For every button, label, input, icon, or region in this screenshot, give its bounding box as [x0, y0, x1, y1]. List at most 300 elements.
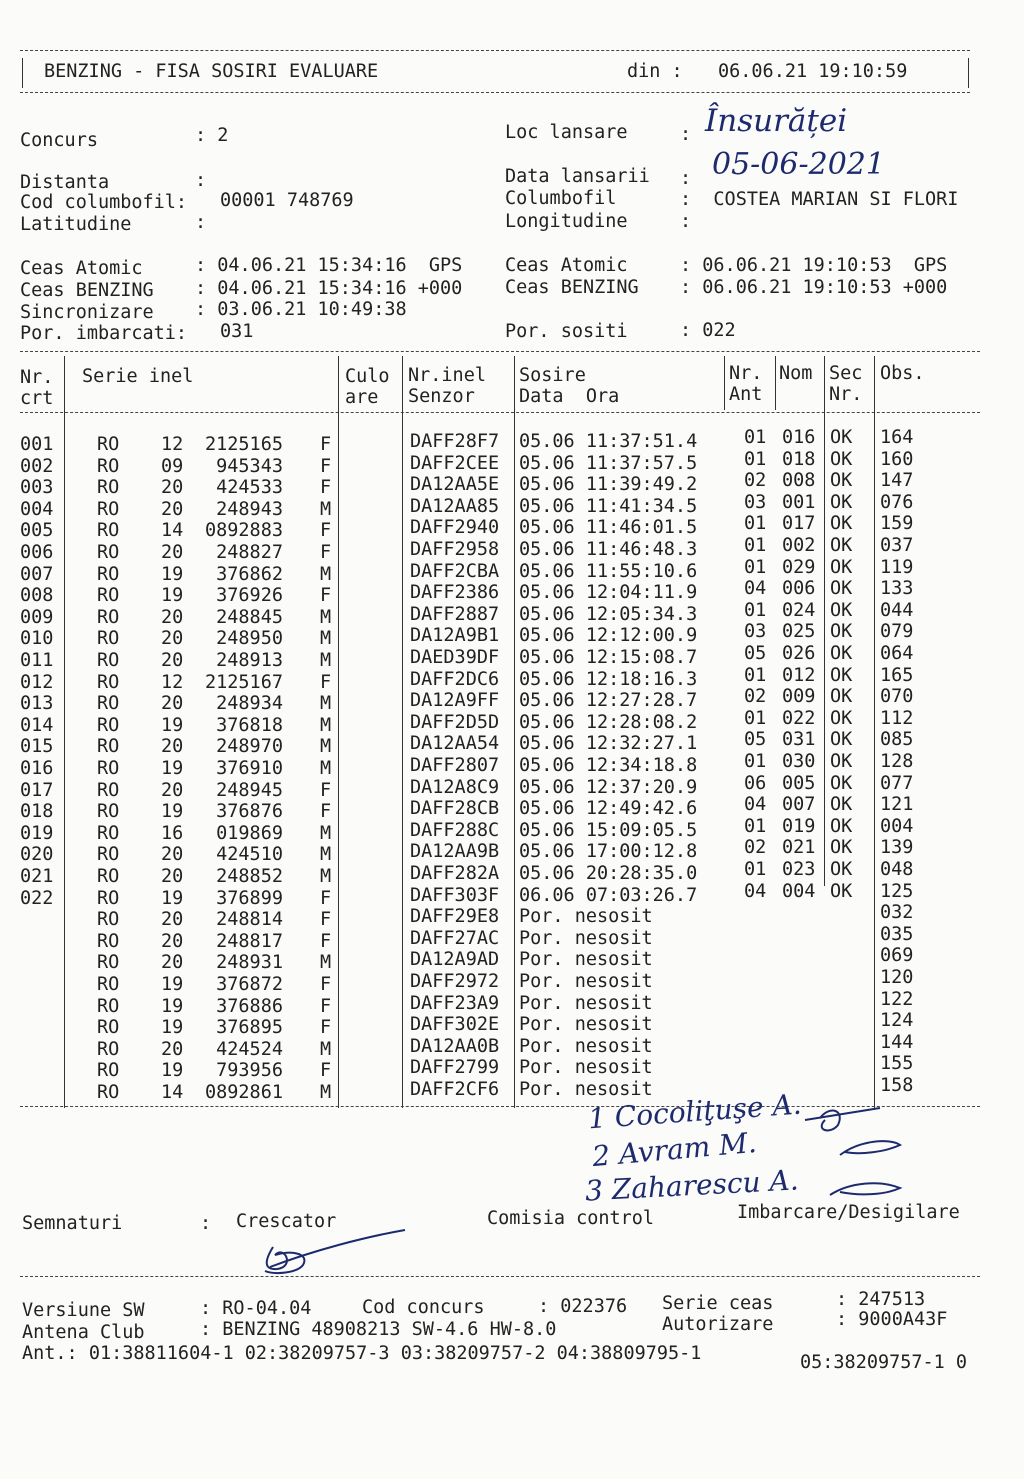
row-sex: M — [320, 606, 332, 628]
row-sex: M — [320, 498, 332, 520]
row-obs: 064 — [880, 643, 914, 664]
row-arrival: 05.06 11:37:57.5 — [519, 452, 698, 474]
semnaturi-colon: : — [200, 1213, 212, 1234]
row-sec: OK — [830, 491, 853, 513]
data-lansarii-handwritten: 05-06-2021 — [712, 147, 885, 182]
row-obs: 164 — [880, 427, 914, 448]
latitudine-label: Latitudine — [20, 214, 132, 235]
row-obs: 037 — [880, 535, 914, 556]
row-country: RO — [97, 693, 120, 715]
row-sensor: DAFF2958 — [410, 539, 500, 560]
row-sensor: DAFF282A — [410, 863, 500, 884]
table-row — [0, 815, 1024, 844]
table-row — [0, 448, 1024, 477]
imbarcati-label: Por. imbarcati: — [20, 323, 188, 344]
cod-concurs-value: : 022376 — [538, 1296, 628, 1317]
row-sensor: DA12A9FF — [410, 690, 500, 712]
row-nr: 003 — [20, 477, 54, 499]
distanta-label: Distanta — [20, 172, 110, 193]
row-sex: M — [320, 866, 332, 887]
row-country: RO — [97, 974, 120, 995]
row-country: RO — [97, 866, 120, 887]
latitudine-value: : — [195, 212, 207, 233]
row-sex: F — [320, 434, 332, 455]
table-row — [0, 859, 1024, 887]
sositi-label: Por. sositi — [505, 321, 628, 342]
row-country: RO — [97, 995, 120, 1017]
row-obs: 119 — [880, 556, 914, 578]
row-sensor: DAFF2CEE — [410, 452, 500, 474]
row-sec: OK — [830, 470, 853, 492]
row-nr: 021 — [20, 866, 54, 887]
row-sensor: DAFF2972 — [410, 971, 500, 992]
row-ring: 248817 — [205, 930, 283, 952]
row-obs: 133 — [880, 578, 914, 600]
row-sensor: DAFF2CF6 — [410, 1079, 500, 1100]
row-country: RO — [97, 520, 120, 542]
longitudine-value: : — [680, 211, 692, 232]
col-serie-header: Serie inel — [82, 366, 194, 387]
committee-member-1: 1 Cocoliţuşe A. — [587, 1087, 803, 1136]
row-sec: OK — [830, 535, 853, 556]
row-sex: F — [320, 455, 332, 477]
header-left-border — [22, 58, 23, 88]
row-country: RO — [97, 1060, 120, 1082]
ceas-atomic-start: : 04.06.21 15:34:16 GPS — [195, 255, 463, 276]
row-sex: M — [320, 1038, 332, 1060]
row-sex: M — [320, 628, 332, 650]
col-sep-5 — [724, 356, 725, 410]
row-sex: F — [320, 909, 332, 931]
row-year: 20 — [161, 1038, 184, 1060]
row-year: 19 — [161, 1017, 184, 1039]
ceas-atomic-end: : 06.06.21 19:10:53 GPS — [680, 255, 948, 276]
cod-columbofil-label: Cod columbofil: — [20, 192, 188, 213]
serie-ceas-label: Serie ceas — [662, 1293, 774, 1314]
row-year: 20 — [161, 693, 184, 715]
row-antenna: 05 — [744, 643, 767, 664]
semnaturi-label: Semnaturi — [22, 1213, 123, 1234]
report-title: BENZING - FISA SOSIRI EVALUARE — [44, 61, 379, 82]
row-ring: 248934 — [205, 693, 283, 715]
row-antenna: 01 — [744, 859, 767, 880]
row-sec: OK — [830, 772, 853, 794]
table-row — [0, 945, 1024, 974]
row-country: RO — [97, 455, 120, 477]
row-nom: 009 — [782, 686, 816, 708]
ceas-benzing-end: : 06.06.21 19:10:53 +000 — [680, 277, 948, 298]
imbarcati-value: 031 — [220, 321, 254, 342]
row-arrival: 05.06 20:28:35.0 — [519, 863, 698, 884]
data-lansarii-label: Data lansarii — [505, 166, 650, 187]
table-row — [0, 427, 1024, 455]
row-nr: 008 — [20, 585, 54, 607]
row-sex: F — [320, 520, 332, 542]
row-arrival: 05.06 11:37:51.4 — [519, 431, 698, 452]
row-nom: 030 — [782, 751, 816, 772]
row-sex: F — [320, 671, 332, 693]
row-antenna: 04 — [744, 794, 767, 816]
row-sensor: DA12A9AD — [410, 949, 500, 971]
col-culoare-header: Culo — [345, 366, 390, 387]
table-row — [0, 1053, 1024, 1082]
row-year: 20 — [161, 477, 184, 499]
row-nom: 024 — [782, 599, 816, 621]
row-sec: OK — [830, 556, 853, 578]
comisia-control-label: Comisia control — [487, 1208, 655, 1229]
row-ring: 376886 — [205, 995, 283, 1017]
row-year: 20 — [161, 628, 184, 650]
col-culoare-header-2: are — [345, 387, 379, 408]
antena-club-value: : BENZING 48908213 SW-4.6 HW-8.0 — [200, 1319, 557, 1340]
row-country: RO — [97, 650, 120, 671]
row-arrival: Por. nesosit — [519, 1079, 653, 1100]
footer-top-rule — [20, 1276, 980, 1277]
row-sex: M — [320, 952, 332, 974]
header-bottom-rule — [20, 92, 970, 93]
row-obs: 079 — [880, 621, 914, 643]
row-antenna: 01 — [744, 513, 767, 535]
row-sec: OK — [830, 751, 853, 772]
autorizare-label: Autorizare — [662, 1314, 774, 1335]
row-sensor: DAFF2386 — [410, 582, 500, 604]
row-country: RO — [97, 671, 120, 693]
row-year: 19 — [161, 585, 184, 607]
col-ant-header: Nr. — [729, 363, 763, 384]
row-sensor: DA12AA9B — [410, 841, 500, 863]
row-sec: OK — [830, 729, 853, 751]
row-ring: 248913 — [205, 650, 283, 671]
row-country: RO — [97, 779, 120, 801]
row-obs: 069 — [880, 945, 914, 967]
table-row — [0, 664, 1024, 693]
row-obs: 121 — [880, 794, 914, 816]
table-row — [0, 837, 1024, 866]
row-sensor: DA12AA5E — [410, 474, 500, 496]
row-country: RO — [97, 736, 120, 758]
row-arrival: 05.06 12:28:08.2 — [519, 711, 698, 733]
row-year: 09 — [161, 455, 184, 477]
table-row — [0, 1031, 1024, 1060]
row-antenna: 03 — [744, 621, 767, 643]
row-year: 20 — [161, 930, 184, 952]
row-sensor: DA12A8C9 — [410, 776, 500, 798]
row-year: 20 — [161, 498, 184, 520]
antenna-list-continued: 05:38209757-1 0 — [800, 1352, 968, 1373]
row-obs: 085 — [880, 729, 914, 751]
col-nr-header-2: crt — [20, 388, 54, 409]
row-country: RO — [97, 1017, 120, 1039]
table-row — [0, 578, 1024, 607]
row-year: 19 — [161, 887, 184, 909]
loc-lansare-label: Loc lansare — [505, 122, 628, 143]
row-nom: 019 — [782, 815, 816, 837]
row-antenna: 01 — [744, 535, 767, 556]
row-year: 19 — [161, 801, 184, 823]
row-arrival: 05.06 12:05:34.3 — [519, 603, 698, 625]
row-sex: F — [320, 1060, 332, 1082]
row-nom: 016 — [782, 427, 816, 448]
table-row — [0, 513, 1024, 542]
row-ring: 248852 — [205, 866, 283, 887]
row-sensor: DAFF303F — [410, 884, 500, 906]
row-ring: 424533 — [205, 477, 283, 499]
concurs-value: : 2 — [195, 125, 229, 146]
loc-lansare-handwritten: Însurăței — [705, 103, 848, 139]
row-year: 19 — [161, 974, 184, 995]
longitudine-label: Longitudine — [505, 211, 628, 232]
row-antenna: 06 — [744, 772, 767, 794]
row-obs: 128 — [880, 751, 914, 772]
row-obs: 125 — [880, 880, 914, 902]
row-ring: 248943 — [205, 498, 283, 520]
row-ring: 424524 — [205, 1038, 283, 1060]
row-sec: OK — [830, 815, 853, 837]
row-sex: F — [320, 477, 332, 499]
row-ring: 019869 — [205, 822, 283, 844]
row-arrival: 05.06 11:46:48.3 — [519, 539, 698, 560]
col-nr-header: Nr. — [20, 367, 54, 388]
table-header-rule — [20, 412, 980, 413]
row-sex: F — [320, 995, 332, 1017]
row-arrival: Por. nesosit — [519, 949, 653, 971]
row-sex: M — [320, 693, 332, 715]
row-year: 20 — [161, 866, 184, 887]
row-obs: 155 — [880, 1053, 914, 1075]
row-nr: 005 — [20, 520, 54, 542]
row-sex: M — [320, 844, 332, 866]
table-row — [0, 772, 1024, 801]
row-obs: 112 — [880, 707, 914, 729]
row-nr: 019 — [20, 822, 54, 844]
row-nom: 031 — [782, 729, 816, 751]
row-sec: OK — [830, 837, 853, 859]
row-country: RO — [97, 887, 120, 909]
row-ring: 376876 — [205, 801, 283, 823]
row-antenna: 01 — [744, 664, 767, 686]
col-ant-header-2: Ant — [729, 384, 763, 405]
row-nom: 012 — [782, 664, 816, 686]
row-nr: 013 — [20, 693, 54, 715]
row-obs: 159 — [880, 513, 914, 535]
row-sensor: DAFF2DC6 — [410, 668, 500, 690]
table-row — [0, 729, 1024, 758]
report-datetime: 06.06.21 19:10:59 — [718, 61, 908, 82]
row-country: RO — [97, 477, 120, 499]
table-row — [0, 599, 1024, 628]
row-nr: 017 — [20, 779, 54, 801]
row-obs: 158 — [880, 1075, 914, 1096]
row-year: 20 — [161, 909, 184, 931]
row-nr: 006 — [20, 542, 54, 563]
row-nom: 023 — [782, 859, 816, 880]
table-top-rule — [20, 351, 980, 352]
row-sec: OK — [830, 448, 853, 470]
cod-columbofil-value: 00001 748769 — [220, 190, 354, 211]
table-row — [0, 621, 1024, 650]
row-sex: F — [320, 542, 332, 563]
imbarcare-desigilare-label: Imbarcare/Desigilare — [737, 1202, 960, 1223]
row-antenna: 02 — [744, 470, 767, 492]
row-ring: 248814 — [205, 909, 283, 931]
row-country: RO — [97, 758, 120, 779]
row-nom: 025 — [782, 621, 816, 643]
row-year: 20 — [161, 844, 184, 866]
row-year: 19 — [161, 563, 184, 585]
row-sec: OK — [830, 599, 853, 621]
col-nrinel-header-2: Senzor — [408, 386, 475, 407]
table-row — [0, 923, 1024, 952]
committee-signatures-scribble — [800, 1100, 950, 1210]
row-nr: 014 — [20, 714, 54, 736]
row-sec: OK — [830, 513, 853, 535]
row-sex: F — [320, 585, 332, 607]
row-sex: M — [320, 563, 332, 585]
table-row — [0, 967, 1024, 995]
row-nom: 008 — [782, 470, 816, 492]
row-year: 20 — [161, 606, 184, 628]
row-nr: 020 — [20, 844, 54, 866]
row-antenna: 01 — [744, 707, 767, 729]
row-sensor: DA12AA0B — [410, 1035, 500, 1057]
autorizare-value: : 9000A43F — [836, 1309, 948, 1330]
loc-lansare-colon: : — [680, 124, 692, 145]
row-ring: 376899 — [205, 887, 283, 909]
row-ring: 376862 — [205, 563, 283, 585]
row-nr: 002 — [20, 455, 54, 477]
row-year: 16 — [161, 822, 184, 844]
row-obs: 044 — [880, 599, 914, 621]
row-year: 19 — [161, 714, 184, 736]
row-sensor: DAFF28F7 — [410, 431, 500, 452]
row-sensor: DA12AA85 — [410, 495, 500, 517]
distanta-value: : — [195, 170, 207, 191]
row-antenna: 03 — [744, 491, 767, 513]
col-sep-6 — [775, 356, 776, 410]
row-obs: 048 — [880, 859, 914, 880]
row-sex: F — [320, 779, 332, 801]
row-year: 19 — [161, 1060, 184, 1082]
row-antenna: 01 — [744, 448, 767, 470]
row-arrival: Por. nesosit — [519, 971, 653, 992]
row-country: RO — [97, 822, 120, 844]
row-ring: 248931 — [205, 952, 283, 974]
data-lansarii-colon: : — [680, 168, 692, 189]
row-sec: OK — [830, 664, 853, 686]
ceas-atomic-label: Ceas Atomic — [20, 258, 143, 279]
row-country: RO — [97, 585, 120, 607]
committee-member-2: 2 Avram M. — [590, 1125, 758, 1174]
row-nr: 004 — [20, 498, 54, 520]
cod-concurs-label: Cod concurs — [362, 1297, 485, 1318]
table-row — [0, 1075, 1024, 1103]
row-arrival: 05.06 12:04:11.9 — [519, 582, 698, 604]
row-ring: 248950 — [205, 628, 283, 650]
row-year: 19 — [161, 758, 184, 779]
row-country: RO — [97, 714, 120, 736]
col-obs-header: Obs. — [880, 363, 925, 384]
row-sensor: DAFF2D5D — [410, 711, 500, 733]
row-nr: 016 — [20, 758, 54, 779]
row-year: 19 — [161, 995, 184, 1017]
row-arrival: Por. nesosit — [519, 1035, 653, 1057]
row-sec: OK — [830, 643, 853, 664]
row-year: 20 — [161, 650, 184, 671]
row-arrival: 05.06 12:18:16.3 — [519, 668, 698, 690]
row-obs: 139 — [880, 837, 914, 859]
row-ring: 248827 — [205, 542, 283, 563]
row-sex: M — [320, 736, 332, 758]
table-row — [0, 491, 1024, 520]
row-country: RO — [97, 628, 120, 650]
row-sec: OK — [830, 880, 853, 902]
row-sex: F — [320, 801, 332, 823]
col-sec-header: Sec — [829, 363, 863, 384]
report-din-label: din : — [627, 61, 683, 82]
row-sensor: DAFF302E — [410, 1014, 500, 1036]
row-obs: 122 — [880, 988, 914, 1010]
row-sec: OK — [830, 794, 853, 816]
row-country: RO — [97, 434, 120, 455]
row-arrival: Por. nesosit — [519, 1057, 653, 1079]
row-nom: 029 — [782, 556, 816, 578]
row-year: 20 — [161, 779, 184, 801]
row-country: RO — [97, 844, 120, 866]
col-sec-header-2: Nr. — [829, 384, 863, 405]
row-nom: 017 — [782, 513, 816, 535]
row-nr: 010 — [20, 628, 54, 650]
antenna-list: Ant.: 01:38811604-1 02:38209757-3 03:38209757-2 04:38809795-1 — [22, 1343, 702, 1364]
row-obs: 070 — [880, 686, 914, 708]
row-antenna: 04 — [744, 880, 767, 902]
row-arrival: 05.06 12:32:27.1 — [519, 733, 698, 755]
header-right-border — [968, 58, 969, 88]
row-arrival: 06.06 07:03:26.7 — [519, 884, 698, 906]
versiune-sw-label: Versiune SW — [22, 1300, 145, 1321]
table-row — [0, 751, 1024, 779]
row-sex: F — [320, 930, 332, 952]
row-nr: 018 — [20, 801, 54, 823]
sositi-value: : 022 — [680, 320, 736, 341]
row-sensor: DA12A9B1 — [410, 625, 500, 647]
antena-club-label: Antena Club — [22, 1322, 145, 1343]
row-sex: F — [320, 1017, 332, 1039]
row-arrival: Por. nesosit — [519, 992, 653, 1014]
row-nr: 012 — [20, 671, 54, 693]
row-ring: 0892883 — [205, 520, 283, 542]
row-obs: 147 — [880, 470, 914, 492]
row-country: RO — [97, 606, 120, 628]
row-year: 12 — [161, 671, 184, 693]
row-sex: F — [320, 974, 332, 995]
row-arrival: 05.06 15:09:05.5 — [519, 819, 698, 841]
row-sec: OK — [830, 621, 853, 643]
row-arrival: 05.06 12:34:18.8 — [519, 755, 698, 776]
row-arrival: 05.06 17:00:12.8 — [519, 841, 698, 863]
crescator-label: Crescator — [236, 1211, 337, 1232]
row-antenna: 02 — [744, 686, 767, 708]
row-country: RO — [97, 1038, 120, 1060]
row-arrival: 05.06 11:41:34.5 — [519, 495, 698, 517]
row-nom: 018 — [782, 448, 816, 470]
col-sosire-header: Sosire — [519, 365, 586, 386]
row-year: 12 — [161, 434, 184, 455]
row-sex: M — [320, 1082, 332, 1103]
row-sec: OK — [830, 578, 853, 600]
row-sensor: DAFF28CB — [410, 798, 500, 820]
columbofil-value: : COSTEA MARIAN SI FLORI — [680, 189, 959, 210]
row-sensor: DAFF29E8 — [410, 906, 500, 928]
